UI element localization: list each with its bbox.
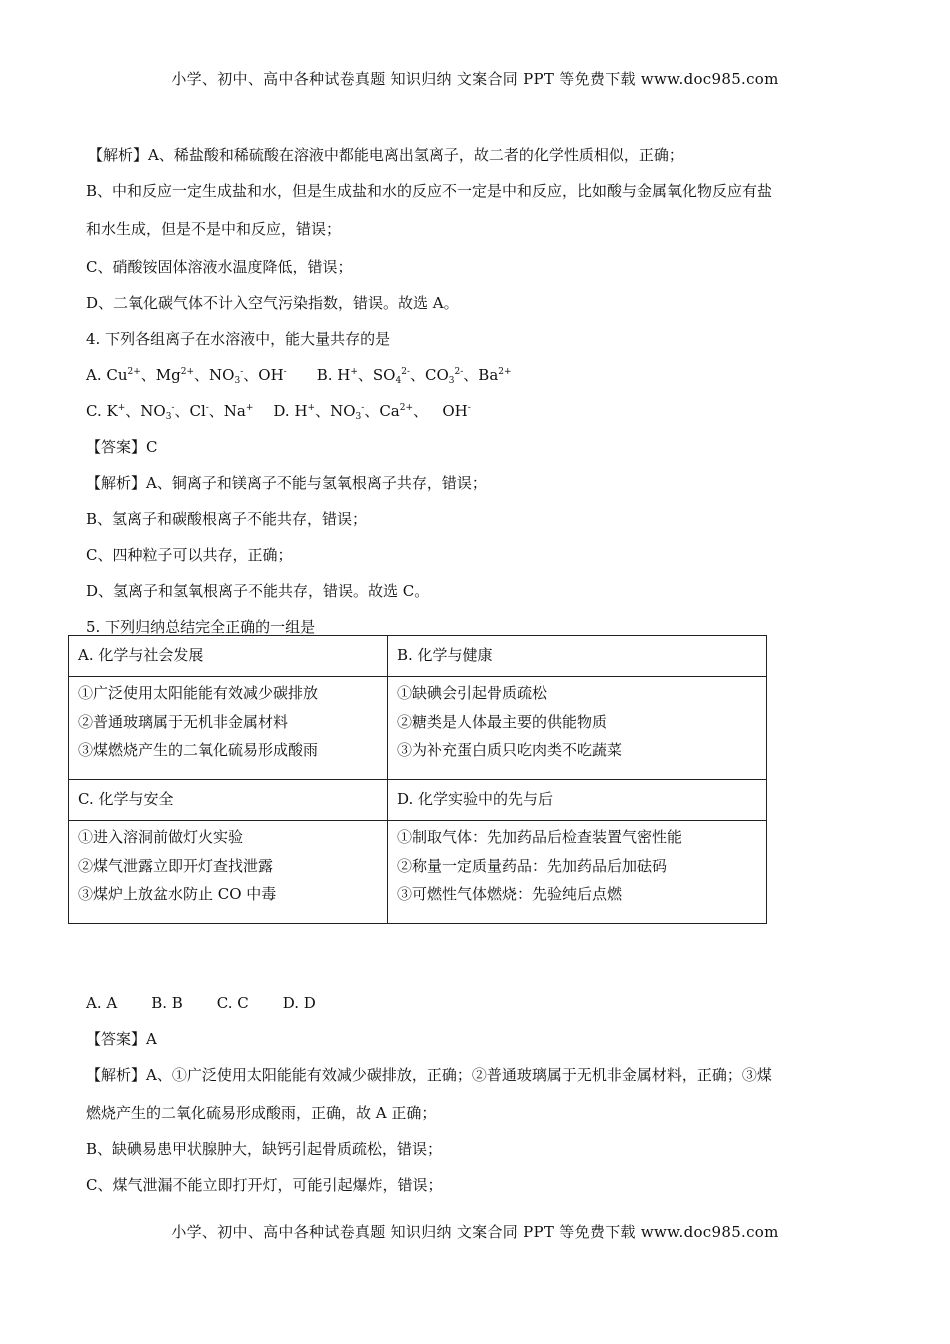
q4-stem: 4. 下列各组离子在水溶液中，能大量共存的是: [86, 330, 391, 348]
q3-analysis-line-1: 【解析】A、稀盐酸和稀硫酸在溶液中都能电离出氢离子，故二者的化学性质相似，正确；: [88, 146, 684, 164]
cell-b-item-1: ①缺碘会引起骨质疏松: [397, 684, 548, 702]
q5-stem: 5. 下列归纳总结完全正确的一组是: [86, 618, 316, 636]
q4-analysis-line-4: D、氢离子和氢氧根离子不能共存，错误。故选 C。: [86, 582, 430, 600]
q4-analysis-line-3: C、四种粒子可以共存，正确；: [86, 546, 293, 564]
cell-c-item-1: ①进入溶洞前做灯火实验: [78, 828, 244, 846]
cell-c-body: [69, 821, 388, 924]
q5-analysis-line-3: B、缺碘易患甲状腺肿大，缺钙引起骨质疏松，错误；: [86, 1140, 443, 1158]
q4-option-c: C. K+、$NO_3^-$、Cl-、Na+: [86, 402, 254, 422]
q5-options: [86, 993, 866, 1029]
q4-options-row-2: [86, 401, 866, 437]
cell-a-item-3: ③煤燃烧产生的二氧化硫易形成酸雨: [78, 741, 319, 759]
q5-analysis-line-4: C、煤气泄漏不能立即打开灯，可能引起爆炸，错误；: [86, 1176, 443, 1194]
q5-option-c: C. C: [216, 994, 249, 1012]
cell-b-body: [388, 677, 767, 780]
cell-b-head: B. 化学与健康: [388, 636, 767, 677]
cell-d-item-2: ②称量一定质量药品：先加药品后加砝码: [397, 856, 668, 875]
q3-analysis-line-3: 和水生成，但是不是中和反应，错误；: [86, 220, 342, 238]
cell-a-head: A. 化学与社会发展: [69, 636, 388, 677]
cell-c-item-2: ②煤气泄露立即开灯查找泄露: [78, 856, 274, 875]
cell-d-body: [388, 821, 767, 924]
q3-analysis-line-4: C、硝酸铵固体溶液水温度降低，错误；: [86, 258, 353, 276]
cell-a-body: [69, 677, 388, 780]
cell-c-item-3: ③煤炉上放盆水防止 CO 中毒: [78, 885, 277, 903]
q5-option-b: B. B: [151, 994, 183, 1012]
cell-b-item-3: ③为补充蛋白质只吃肉类不吃蔬菜: [397, 741, 623, 759]
q5-content: [86, 993, 866, 1211]
q3-analysis-line-5: D、二氧化碳气体不计入空气污染指数，错误。故选 A。: [86, 294, 459, 312]
page-footer: 小学、初中、高中各种试卷真题 知识归纳 文案合同 PPT 等免费下载 www.doc985.com: [171, 1223, 779, 1241]
cell-b-item-2: ②糖类是人体最主要的供能物质: [397, 712, 608, 731]
q5-summary-table: [68, 635, 767, 924]
q4-analysis-line-1: 【解析】A、铜离子和镁离子不能与氢氧根离子共存，错误；: [86, 474, 487, 492]
cell-d-item-3: ③可燃性气体燃烧：先验纯后点燃: [397, 885, 623, 903]
q5-analysis-line-1: 【解析】A、①广泛使用太阳能能有效减少碳排放，正确；②普通玻璃属于无机非金属材料，正确；③煤: [86, 1066, 772, 1084]
page-header: 小学、初中、高中各种试卷真题 知识归纳 文案合同 PPT 等免费下载 www.doc985.com: [171, 70, 779, 88]
q4-answer: 【答案】C: [86, 438, 158, 456]
q4-options-row-1: [86, 365, 866, 401]
cell-d-head: D. 化学实验中的先与后: [388, 780, 767, 821]
q4-option-b: B. H+、$SO_4^{2-}$、$CO_3^{2-}$、$Ba^{2+}$: [316, 366, 512, 386]
cell-c-head: C. 化学与安全: [69, 780, 388, 821]
q4-option-d: D. H+、$NO_3^-$、$Ca^{2+}$、 OH-: [273, 402, 471, 422]
q3-analysis-line-2: B、中和反应一定生成盐和水，但是生成盐和水的反应不一定是中和反应，比如酸与金属氧化物反应有盐: [86, 182, 773, 200]
cell-a-item-2: ②普通玻璃属于无机非金属材料: [78, 712, 289, 731]
q4-analysis-line-2: B、氢离子和碳酸根离子不能共存，错误；: [86, 510, 368, 528]
q4-option-a: A. $Cu^{2+}$、$Mg^{2+}$、$NO_3^-$、OH-: [86, 366, 287, 386]
q5-option-a: A. A: [86, 994, 118, 1012]
main-content: [86, 145, 866, 653]
cell-a-item-1: ①广泛使用太阳能能有效减少碳排放: [78, 684, 319, 702]
q5-answer: 【答案】A: [86, 1030, 157, 1048]
cell-d-item-1: ①制取气体：先加药品后检查装置气密性能: [397, 828, 683, 846]
q5-analysis-line-2: 燃烧产生的二氧化硫易形成酸雨，正确，故 A 正确；: [86, 1104, 437, 1122]
q5-option-d: D. D: [282, 994, 316, 1012]
